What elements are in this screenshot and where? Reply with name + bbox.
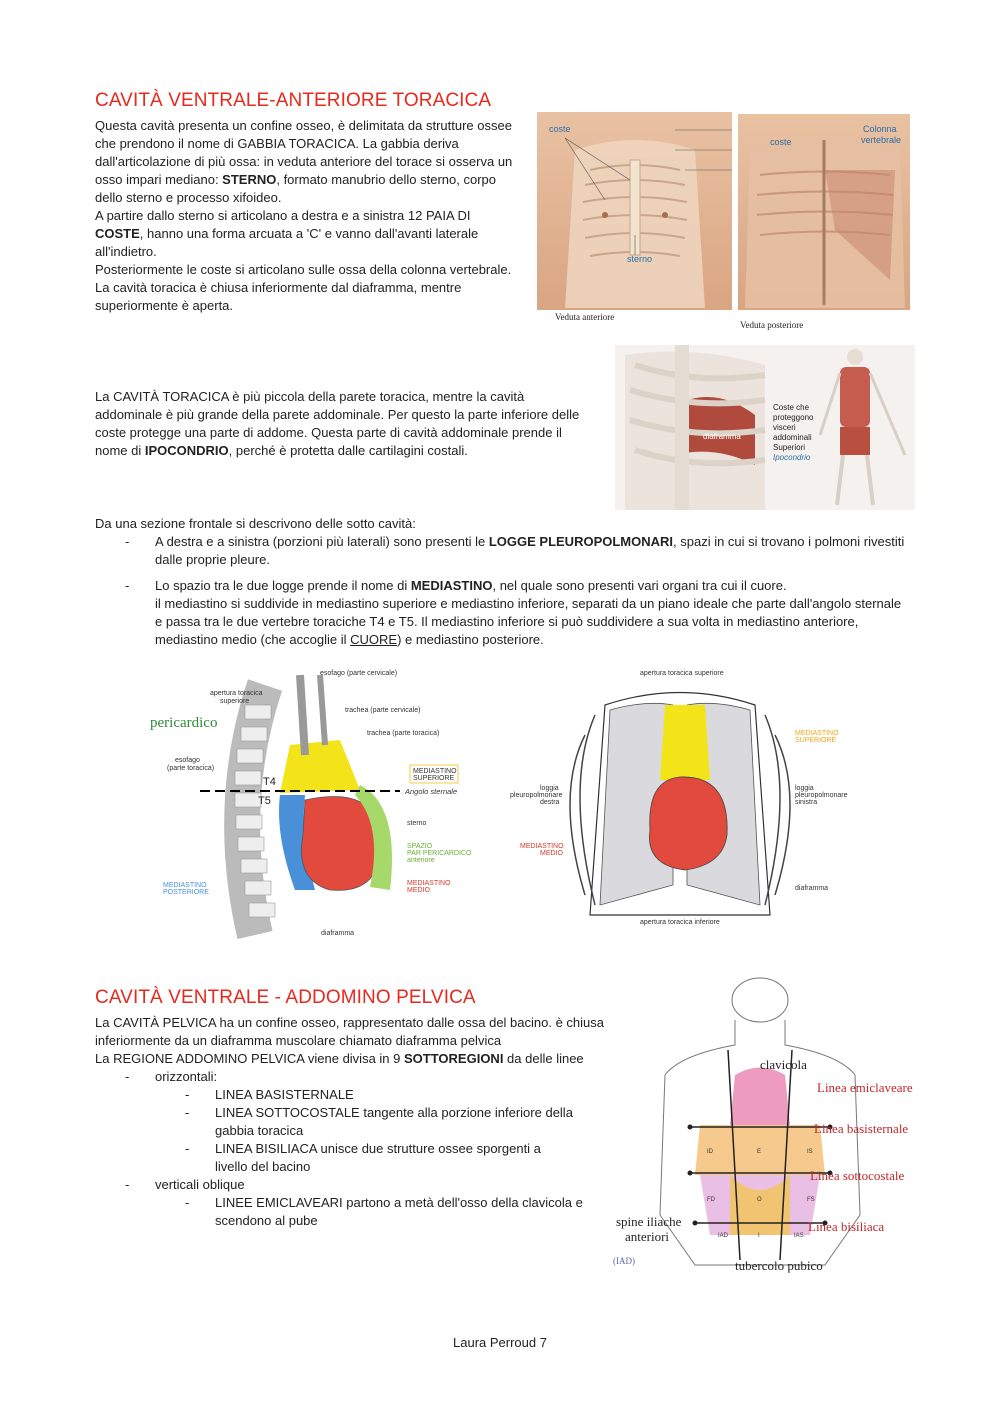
bullet-logge: - A destra e a sinistra (porzioni più laterali) sono presenti le LOGGE PLEUROPOLMONARI, spazi in cui si trovano i polmoni rivestiti dalle proprie pleure. xyxy=(125,534,905,567)
label-t4: T4 xyxy=(263,776,276,788)
label-trachea-cervicale: trachea (parte cervicale) xyxy=(345,707,421,714)
section-title-toracica: CAVITÀ VENTRALE-ANTERIORE TORACICA xyxy=(95,90,492,111)
label-linea-basisternale: Linea basisternale xyxy=(814,1121,909,1136)
svg-text:ID: ID xyxy=(707,1149,713,1155)
term-mediastino: MEDIASTINO xyxy=(410,578,493,593)
term-logge: LOGGE PLEUROPOLMONARI xyxy=(488,534,674,549)
term-coste: COSTE xyxy=(95,226,140,241)
label-tubercolo-pubico: tubercolo pubico xyxy=(735,1258,823,1273)
section-title-addomino: CAVITÀ VENTRALE - ADDOMINO PELVICA xyxy=(95,987,476,1008)
list-verticali: - verticali oblique xyxy=(125,1177,245,1192)
label-spine-1: spine iliache xyxy=(616,1214,682,1229)
label-spine-2: anteriori xyxy=(625,1229,670,1244)
label-fr-diaframma: diaframma xyxy=(795,885,829,892)
mediastino-superiore-frontal xyxy=(660,705,710,780)
mediastino-sagittal-figure xyxy=(145,665,485,940)
list-linea-basisternale: - LINEA BASISTERNALE xyxy=(185,1087,354,1102)
paragraph-ipocondrio: La CAVITÀ TORACICA è più piccola della parete toracica, mentre la cavità addominale è più grande della parete addominale. Per questo la parte inferiore delle coste protegge una parte di addome. Questa parte di cavità addominale prende il nome di IPOCONDRIO, perché è protetta dalle cartilagini costali. xyxy=(95,389,580,458)
label-apertura-inferiore: apertura toracica inferiore xyxy=(640,919,720,926)
svg-text:IAD: IAD xyxy=(718,1233,729,1239)
mediastino-frontal-figure xyxy=(505,665,855,930)
label-vertebrale: vertebrale xyxy=(861,135,902,145)
label-esofago-toracica-1: esofago xyxy=(175,757,200,764)
intro-sotto-cavita: Da una sezione frontale si descrivono delle sotto cavità: xyxy=(95,516,416,531)
label-coste-posterior: coste xyxy=(770,137,792,147)
list-orizzontali: - orizzontali: xyxy=(125,1069,218,1084)
term-sottoregioni: SOTTOREGIONI xyxy=(404,1051,504,1066)
label-loggia-sx-3: sinistra xyxy=(795,799,818,806)
section4-text xyxy=(95,1014,605,1230)
section3-text xyxy=(95,515,905,649)
label-esofago-toracica-2: (parte toracica) xyxy=(167,765,215,772)
paragraph-gabbia: Questa cavità presenta un confine osseo, è delimitata da strutture ossee che prendono il nome di GABBIA TORACICA. La gabbia deriva dall'articolazione di più ossa: in veduta anteriore del torace si osserva un osso impari mediano: STERNO, formato manubrio dello sterno, corpo dello sterno e processo xifoideo. xyxy=(95,118,513,205)
label-diaframma-sag: diaframma xyxy=(321,930,355,937)
label-spazio-2: PAR PERICARDICO xyxy=(407,850,472,857)
page-footer: Laura Perroud 7 xyxy=(453,1335,547,1350)
label-sterno: sterno xyxy=(627,254,653,264)
svg-text:IS: IS xyxy=(807,1149,813,1155)
svg-text:O: O xyxy=(757,1197,762,1203)
label-colonna: Colonna xyxy=(863,124,897,134)
term-cuore: CUORE xyxy=(350,632,398,647)
label-fr-med-sup-1: MEDIASTINO xyxy=(795,730,839,737)
bullet-mediastino: - Lo spazio tra le due logge prende il nome di MEDIASTINO, nel quale sono presenti vari organi tra cui il cuore. il mediastino si suddivide in mediastino superiore e mediastino inferiore, separati da un piano ideale che parte dall'angolo sternale e passa tra le due vertebre toraciche T4 e T5. Il mediastino inferiore si può suddividere a sua volta in mediastino anteriore, mediastino medio (che accoglie il CUORE) e mediastino posteriore. xyxy=(125,578,902,647)
addome-regions-figure xyxy=(610,975,920,1275)
label-spazio-1: SPAZIO xyxy=(407,843,433,850)
svg-text:FS: FS xyxy=(807,1197,815,1203)
paragraph-diaframma: La cavità toracica è chiusa inferiormente dal diaframma, mentre superiormente è aperta. xyxy=(95,280,462,313)
label-apertura-1: apertura toracica xyxy=(210,690,263,697)
label-fr-med-medio-1: MEDIASTINO xyxy=(520,843,564,850)
label-fr-med-medio-2: MEDIO xyxy=(540,850,563,857)
svg-text:visceri: visceri xyxy=(773,423,796,432)
label-pericardico: pericardico xyxy=(150,715,218,731)
label-t5: T5 xyxy=(258,795,271,807)
list-linee-emiclaveari: - LINEE EMICLAVEARI partono a metà dell'osso della clavicola e scendono al pube xyxy=(185,1195,583,1228)
label-loggia-dx-2: pleuropolmonare xyxy=(510,792,563,799)
cuore-frontal xyxy=(649,777,727,870)
svg-text:I: I xyxy=(758,1233,760,1239)
term-ipocondrio: IPOCONDRIO xyxy=(144,443,229,458)
label-loggia-dx-1: loggia xyxy=(540,785,559,792)
svg-text:Superiori: Superiori xyxy=(773,443,806,452)
label-med-post-2: POSTERIORE xyxy=(163,889,209,896)
section1-text xyxy=(95,117,520,315)
label-angolo-sternale: Angolo sternale xyxy=(405,787,458,796)
list-linea-sottocostale: - LINEA SOTTOCOSTALE tangente alla porzione inferiore della gabbia toracica xyxy=(185,1105,573,1138)
label-esofago-cervicale: esofago (parte cervicale) xyxy=(320,670,398,677)
label-linea-emiclaveare: Linea emiclaveare xyxy=(817,1080,913,1095)
label-apertura-superiore: apertura toracica superiore xyxy=(640,670,724,677)
label-iad: (IAD) xyxy=(613,1256,635,1266)
svg-text:Coste che: Coste che xyxy=(773,403,810,412)
svg-text:E: E xyxy=(757,1149,762,1155)
paragraph-regione: La REGIONE ADDOMINO PELVICA viene divisa in 9 SOTTOREGIONI da delle linee xyxy=(95,1051,584,1066)
torso-anterior-image xyxy=(537,112,732,310)
label-diaframma: diaframma xyxy=(703,432,741,441)
label-spazio-3: anteriore xyxy=(407,857,435,864)
torso-figure xyxy=(535,110,915,335)
term-sterno: STERNO xyxy=(222,172,277,187)
list-linea-bisiliaca: - LINEA BISILIACA unisce due strutture ossee sporgenti a livello del bacino xyxy=(185,1141,541,1174)
label-loggia-dx-3: destra xyxy=(540,799,560,806)
label-coste-anterior: coste xyxy=(549,124,571,134)
label-linea-bisiliaca: Linea bisiliaca xyxy=(808,1219,885,1234)
label-apertura-2: superiore xyxy=(220,698,250,705)
label-med-sup-2: SUPERIORE xyxy=(413,775,455,782)
svg-text:FD: FD xyxy=(707,1197,715,1203)
ipocondrio-figure xyxy=(615,345,915,510)
label-trachea-toracica: trachea (parte toracica) xyxy=(367,730,440,737)
ribcage-closeup-image xyxy=(625,345,765,510)
paragraph-coste: A partire dallo sterno si articolano a destra e a sinistra 12 PAIA DI COSTE, hanno una forma arcuata a 'C' e vanno dall'avanti laterale all'indietro. xyxy=(95,208,479,259)
svg-text:IAS: IAS xyxy=(794,1233,804,1239)
label-fr-med-sup-2: SUPERIORE xyxy=(795,737,837,744)
label-sterno-sag: sterno xyxy=(407,820,427,827)
label-loggia-sx-2: pleuropolmonare xyxy=(795,792,848,799)
label-med-post-1: MEDIASTINO xyxy=(163,882,207,889)
caption-veduta-anteriore: Veduta anteriore xyxy=(555,312,615,322)
label-coste-proteggono xyxy=(773,403,814,462)
paragraph-colonna: Posteriormente le coste si articolano sulle ossa della colonna vertebrale. xyxy=(95,262,512,277)
paragraph-cavita-pelvica: La CAVITÀ PELVICA ha un confine osseo, rappresentato dalle ossa del bacino. è chiusa inferiormente da un diaframma muscolare chiamato diaframma pelvica xyxy=(95,1015,604,1048)
label-loggia-sx-1: loggia xyxy=(795,785,814,792)
label-med-medio-2: MEDIO xyxy=(407,887,430,894)
svg-text:addominali: addominali xyxy=(773,433,812,442)
label-med-medio-1: MEDIASTINO xyxy=(407,880,451,887)
caption-veduta-posteriore: Veduta posteriore xyxy=(740,320,804,330)
label-linea-sottocostale: Linea sottocostale xyxy=(810,1168,905,1183)
label-clavicola: clavicola xyxy=(760,1057,807,1072)
label-med-sup-1: MEDIASTINO xyxy=(413,768,457,775)
svg-text:proteggono: proteggono xyxy=(773,413,814,422)
svg-text:Ipocondrio: Ipocondrio xyxy=(773,453,811,462)
